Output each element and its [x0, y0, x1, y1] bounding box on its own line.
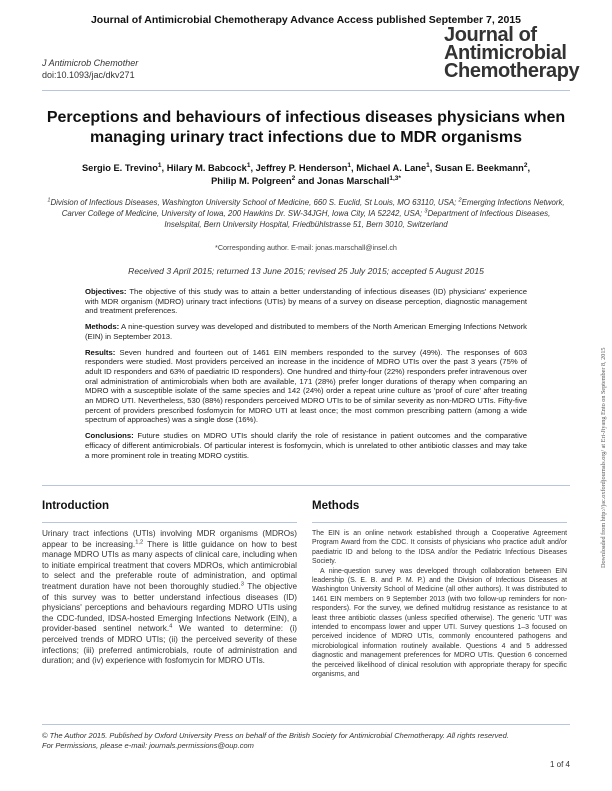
section-heading: Introduction — [42, 500, 110, 512]
corresponding-author: *Corresponding author. E-mail: jonas.marschall@insel.ch — [215, 243, 397, 252]
footer-rule — [42, 724, 570, 725]
article-title: Perceptions and behaviours of infectious diseases physicians when managing urinary tract infections due to MDR organisms — [46, 109, 566, 146]
introduction-text: Urinary tract infections (UTIs) involving MDR organisms (MDROs) appear to be increasing.$^{1,2}$ There is little guidance on how to best manage MDRO UTIs as many aspects of clinical care, including when to initiate empirical treatment that covers MDROs, which antimicrobial to select and the preferable route of administration, and optimal treatment duration have not been thoroughly studied.$^3$ The objective of this survey was to better understand infectious diseases (ID) physicians' perceptions and behaviours regarding MDRO UTIs using the CDC-funded, IDSA-hosted Emerging Infections Network (EIN), a provider-based sentinel network.$^4$ We wanted to determine: (i) perceived trends of MDRO UTIs; (ii) the perceived severity of these infections; (iii) preferred antimicrobials, route of administration and duration; and (iv) experience with fosfomycin for MDRO UTIs. — [42, 529, 297, 666]
section-rule — [312, 522, 567, 523]
advance-access-banner: Journal of Antimicrobial Chemotherapy Advance Access published September 7, 2015 — [90, 14, 522, 26]
received-dates: Received 3 April 2015; returned 13 June 2015; revised 25 July 2015; accepted 5 August 2015 — [128, 266, 484, 276]
author: Philip M. Polgreen$^2$ and — [211, 174, 317, 186]
author-list — [50, 162, 562, 188]
abstract-rule — [42, 485, 570, 486]
journal-logo — [444, 24, 580, 82]
reference-link[interactable]: 3 — [240, 581, 244, 588]
abstract — [85, 287, 527, 466]
introduction-section — [42, 500, 297, 667]
reference-link[interactable]: 4 — [169, 623, 173, 630]
section-rule — [42, 522, 297, 523]
abstract-conclusions: Conclusions: Future studies on MDRO UTIs should clarify the role of resistance in patient outcomes and the comparative efficacy of different antimicrobials. Of particular interest is fosfomycin, which is unrelated to other antibiotic classes and may take a more prominent role in treating MDRO cystitis. — [85, 431, 527, 460]
author: Susan E. Beekmann$^2$, — [434, 161, 531, 173]
section-heading: Methods — [312, 500, 360, 512]
doi[interactable]: doi:10.1093/jac/dkv271 — [42, 70, 135, 80]
reference-link[interactable]: 1,2 — [135, 538, 144, 545]
abstract-results: Results: Seven hundred and fourteen out of 1461 EIN members responded to the survey (49%). The responses of 603 responders were studied. Most providers perceived an increase in the incidence of MDRO UTIs over the past 3 years (75% of adult ID responders and 63% of paediatric ID responders). One hundred and thirty-four (22%) responders prefer intravenous over oral administration of antimicrobials when both are available, 171 (28%) prefer longer durations of therapy when comparing an MDRO with a susceptible isolate of the same species and 142 (24%) order a repeat urine culture as 'proof of cure' after treating an MDRO UTI. Nevertheless, 530 (88%) responders perceived MDRO UTIs to be of similar severity as non-MDRO UTIs. Fifty-five percent of providers prescribed fosfomycin for MDRO UTI at least once; the most common prescribing pattern (among a wide spectrum of approaches) was a single dose (16%). — [85, 347, 527, 425]
copyright-line: © The Author 2015. Published by Oxford University Press on behalf of the British Society for Antimicrobial Chemotherapy. All rights reserved. — [42, 731, 509, 740]
copyright-footer — [42, 731, 570, 751]
methods-paragraph: The EIN is an online network established through a Cooperative Agreement Program Award from the CDC. It consists of physicians who practice adult and/or paediatric ID and belong to the IDSA and/or the Pediatric Infectious Diseases Society. — [312, 530, 567, 566]
journal-abbrev: J Antimicrob Chemother — [42, 58, 139, 68]
author: Jeffrey P. Henderson$^1$, — [255, 161, 357, 173]
author: Jonas Marschall$^{1,3*}$ — [317, 174, 401, 186]
abstract-methods: Methods: A nine-question survey was developed and distributed to members of the North American Emerging Infections Network (EIN) in September 2013. — [85, 322, 527, 341]
affiliations: $^1$Division of Infectious Diseases, Washington University School of Medicine, 660 S. Euclid, St Louis, MO 63110, USA; $^2$Emerging Infections Network, Carver College of Medicine, University of Iowa, 200 Hawkins Dr. SW-34JGH, Iowa City, IA 52242, USA; $^3$Department of Infectious Diseases, Inselspital, Bern University Hospital, Friedbühlstrasse 51, Bern 3010, Switzerland — [47, 197, 565, 229]
logo-line-3: Chemotherapy — [444, 60, 580, 82]
methods-paragraph: A nine-question survey was developed through collaboration between EIN leadership (S. E. B. and P. M. P.) and the Division of Infectious Diseases at Washington University School of Medicine (all other authors). It was distributed to 1461 EIN members on 9 September 2013 (with two follow-up reminders for non-responders). For the survey, we defined multidrug resistance as resistance to at least three antibiotic classes (unless specified otherwise). The generic 'UTI' was intended to encompass lower and upper UTI. Survey questions 1–3 focused on perceived incidence of MDRO UTIs, commonly encountered pathogens and microbiological information routinely available. Questions 4 and 5 addressed diagnostic and management preferences for MDRO UTIs. Question 6 concerned the perceived likelihood of clinical resolution with appropriate therapy for specific organisms, and — [312, 567, 567, 679]
author: Sergio E. Trevino$^1$, — [81, 161, 167, 173]
abstract-objectives: Objectives: The objective of this study was to attain a better understanding of infectious diseases (ID) physicians' experience with MDR organism (MDRO) urinary tract infections (UTIs) by means of a survey on disease perception, diagnostic management and treatment preferences. — [85, 287, 527, 316]
author: Hilary M. Babcock$^1$, — [166, 161, 256, 173]
page-number: 1 of 4 — [549, 760, 570, 769]
logo-line-1: Journal of — [444, 24, 537, 46]
citation-block — [42, 57, 138, 81]
permissions-line: For Permissions, please e-mail: journals.permissions@oup.com — [42, 741, 254, 750]
header-rule — [42, 90, 570, 91]
methods-section — [312, 500, 567, 680]
author: Michael A. Lane$^1$, — [356, 161, 435, 173]
download-watermark: Downloaded from http://jac.oxfordjournals.org/ at Eri-Jiyang Ento on September 8, 2015 — [600, 347, 607, 568]
logo-line-2: Antimicrobial — [444, 42, 567, 64]
